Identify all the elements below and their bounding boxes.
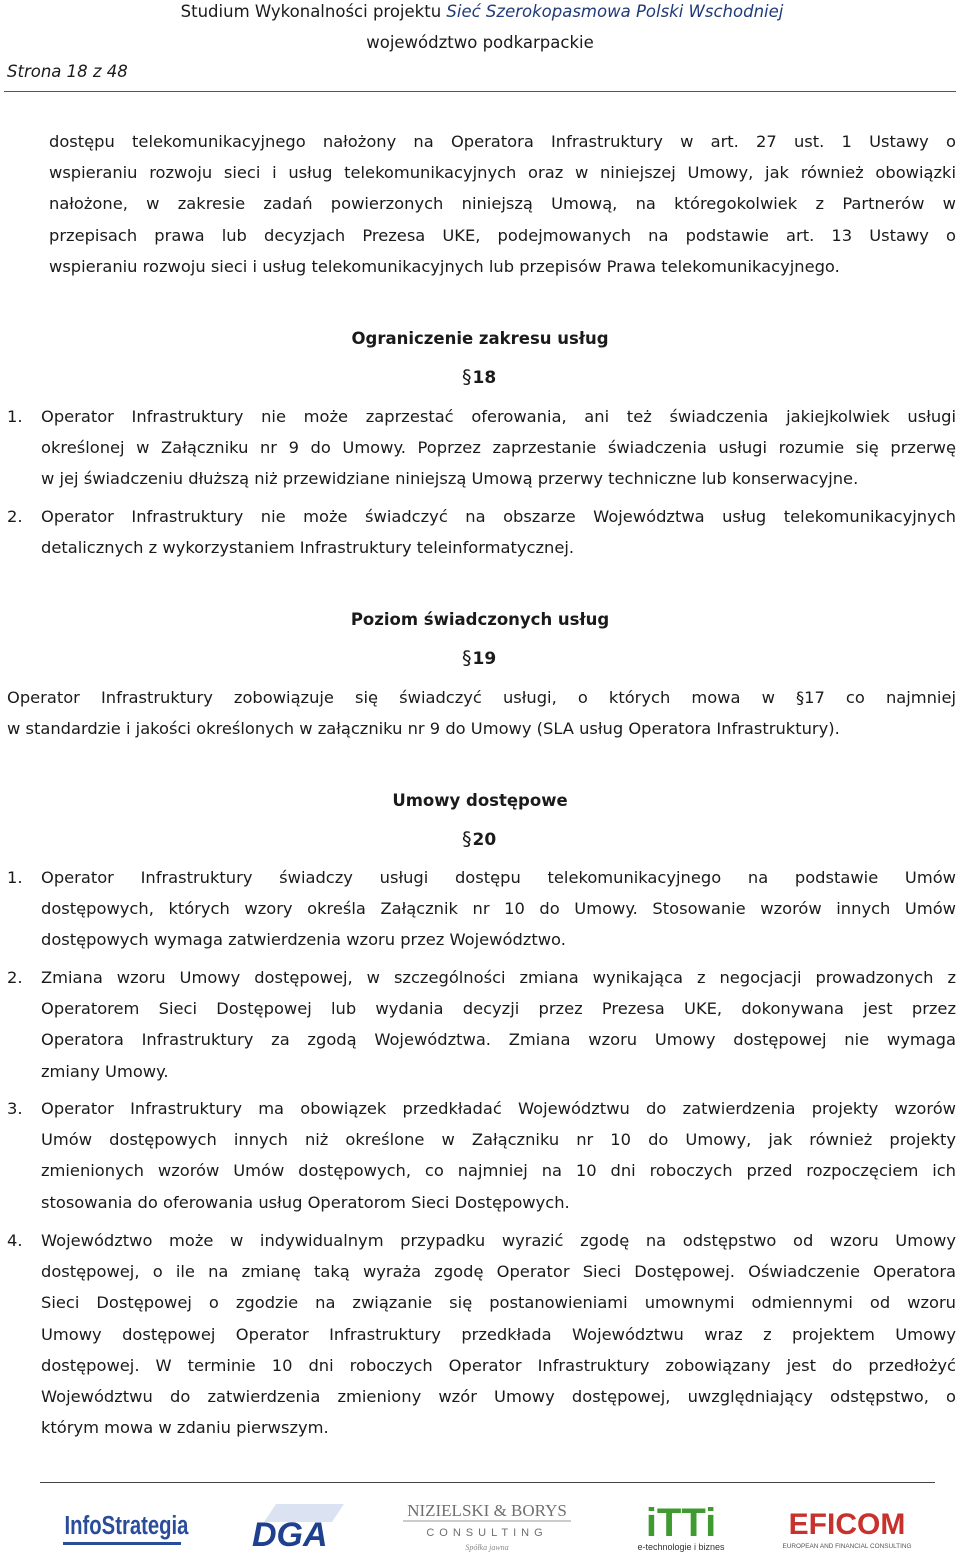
text-line: dostępowych, których wzory określa Załącznik nr 10 do Umowy. Stosowanie wzorów innych Umów bbox=[41, 899, 956, 919]
item-body bbox=[41, 1225, 956, 1443]
itti-logo bbox=[620, 1496, 742, 1554]
item-number: 2. bbox=[7, 507, 23, 526]
text-line: detalicznych z wykorzystaniem Infrastruktury teleinformatycznej. bbox=[41, 538, 575, 558]
item-number: 1. bbox=[7, 868, 23, 887]
eficom-logo bbox=[772, 1496, 922, 1554]
section-symbol: § bbox=[462, 828, 472, 850]
footer-divider bbox=[40, 1482, 935, 1483]
text-line: zmienionych wzorów Umów dostępowych, co najmniej na 10 dni roboczych przed rozpoczęciem ich bbox=[41, 1161, 956, 1181]
text-line: Operator Infrastruktury zobowiązuje się świadczyć usługi, o których mowa w §17 co najmniej bbox=[7, 688, 956, 707]
text-line: Sieci Dostępowej o zgodzie na związanie się postanowieniami umownymi odmiennymi od wzoru bbox=[41, 1293, 956, 1313]
infostrategia-logo bbox=[63, 1496, 203, 1554]
text-line: dostępowych wymaga zatwierdzenia wzoru przez Województwo. bbox=[41, 930, 566, 950]
item-number: 1. bbox=[7, 407, 23, 426]
section-paragraph bbox=[7, 682, 956, 744]
text-line: Operator Infrastruktury świadczy usługi dostępu telekomunikacyjnego na podstawie Umów bbox=[41, 868, 956, 887]
text-line: dostępu telekomunikacyjnego nałożony na Operatora Infrastruktury w art. 27 ust. 1 Ustawy o bbox=[49, 132, 956, 151]
logo-text: EFICOM bbox=[788, 1508, 906, 1541]
text-line: Zmiana wzoru Umowy dostępowej, w szczególności zmiana wynikająca z negocjacji prowadzonych z bbox=[41, 968, 956, 987]
item-number: 2. bbox=[7, 968, 23, 987]
section-number-value: 19 bbox=[472, 649, 497, 669]
section-number bbox=[462, 647, 496, 669]
item-body bbox=[41, 962, 956, 1087]
text-line: dostępowej, o ile na zmianę taką wyraża zgodę Operator Sieci Dostępowej. Oświadczenie Operatora bbox=[41, 1262, 956, 1282]
text-line: dostępowej. W terminie 10 dni roboczych Operator Infrastruktury zobowiązany jest do przedłożyć bbox=[41, 1355, 956, 1375]
header-title-prefix: Studium Wykonalności projektu bbox=[180, 2, 447, 21]
text-line: Umowy dostępowej Operator Infrastruktury przedkłada Województwu wraz z projektem Umowy bbox=[41, 1324, 956, 1344]
section-symbol: § bbox=[462, 366, 472, 388]
text-line: nałożone, w zakresie zadań powierzonych niniejszą Umową, na któregokolwiek z Partnerów w bbox=[49, 194, 956, 214]
logo-subtext: e-technologie i biznes bbox=[637, 1542, 725, 1552]
text-line: wspieraniu rozwoju sieci i usług telekomunikacyjnych oraz w niniejszej Umowy, jak również obowiązki bbox=[49, 163, 956, 183]
header-title bbox=[0, 2, 960, 21]
text-line: Umów dostępowych innych niż określone w Załączniku nr 10 do Umowy, jak również projekty bbox=[41, 1130, 956, 1150]
text-line: Województwo może w indywidualnym przypadku wyrazić zgodę na odstępstwo od wzoru Umowy bbox=[41, 1231, 956, 1250]
text-line: Operator Infrastruktury nie może zaprzestać oferowania, ani też świadczenia jakiejkolwiek usługi bbox=[41, 407, 956, 426]
section-number-value: 18 bbox=[472, 368, 497, 388]
text-line: przepisach prawa lub decyzjach Prezesa UKE, podejmowanych na podstawie art. 13 Ustawy o bbox=[49, 225, 956, 245]
logo-text: NIZIELSKI & BORYS bbox=[407, 1501, 567, 1520]
header-region: województwo podkarpackie bbox=[366, 33, 594, 52]
intro-paragraph bbox=[49, 126, 956, 282]
dga-logo bbox=[246, 1496, 346, 1554]
section-heading: Poziom świadczonych usług bbox=[350, 610, 610, 629]
text-line: Województwu do zatwierdzenia zmieniony wzór Umowy dostępowej, uwzględniający odstępstwo, o bbox=[41, 1387, 956, 1407]
text-line: stosowania do oferowania usług Operatorom Sieci Dostępowych. bbox=[41, 1192, 570, 1212]
item-number: 4. bbox=[7, 1231, 23, 1250]
section-heading: Umowy dostępowe bbox=[392, 791, 568, 810]
logo-text: iTTi bbox=[645, 1501, 717, 1545]
text-line: Operatora Infrastruktury za zgodą Województwa. Zmiana wzoru Umowy dostępowej nie wymaga bbox=[41, 1030, 956, 1050]
text-line: którym mowa w zdaniu pierwszym. bbox=[41, 1418, 329, 1438]
section-number-value: 20 bbox=[472, 830, 497, 850]
text-line: Operatorem Sieci Dostępowej lub wydania decyzji przez Prezesa UKE, dokonywana jest przez bbox=[41, 999, 956, 1019]
section-number bbox=[462, 828, 496, 850]
logo-underline bbox=[63, 1542, 181, 1545]
text-line: wspieraniu rozwoju sieci i usług telekomunikacyjnych lub przepisów Prawa telekomunikacyjnego. bbox=[49, 256, 840, 276]
section-symbol: § bbox=[462, 647, 472, 669]
section-number bbox=[462, 366, 496, 388]
header-project-name: Sieć Szerokopasmowa Polski Wschodniej bbox=[446, 2, 784, 21]
nizielski-borys-logo bbox=[403, 1496, 571, 1554]
item-body bbox=[41, 862, 956, 956]
item-body bbox=[41, 401, 956, 495]
logo-subtext: EUROPEAN AND FINANCIAL CONSULTING bbox=[782, 1543, 912, 1550]
header-divider bbox=[4, 91, 956, 92]
text-line: Operator Infrastruktury nie może świadczyć na obszarze Województwa usług telekomunikacyjnych bbox=[41, 507, 956, 526]
item-body bbox=[41, 1093, 956, 1218]
logo-text: InfoStrategia bbox=[64, 1510, 189, 1540]
text-line: Operator Infrastruktury ma obowiązek przedkładać Województwu do zatwierdzenia projekty wzorów bbox=[41, 1099, 956, 1118]
section-heading: Ograniczenie zakresu usług bbox=[351, 329, 609, 348]
text-line: w jej świadczeniu dłuższą niż przewidziane niniejszą Umową przerwy techniczne lub konserwacyjne. bbox=[41, 469, 859, 489]
item-number: 3. bbox=[7, 1099, 23, 1118]
logo-subtext: CONSULTING bbox=[426, 1527, 548, 1539]
page-number: Strona 18 z 48 bbox=[7, 62, 128, 81]
text-line: zmiany Umowy. bbox=[41, 1061, 169, 1081]
text-line: w standardzie i jakości określonych w załączniku nr 9 do Umowy (SLA usług Operatora Infrastruktury). bbox=[7, 719, 840, 739]
logo-tagline: Spółka jawna bbox=[465, 1543, 509, 1552]
logo-text: DGA bbox=[252, 1516, 328, 1554]
text-line: określonej w Załączniku nr 9 do Umowy. Poprzez zaprzestanie świadczenia usługi rozumie się przerwę bbox=[41, 438, 956, 458]
item-body bbox=[41, 501, 956, 563]
